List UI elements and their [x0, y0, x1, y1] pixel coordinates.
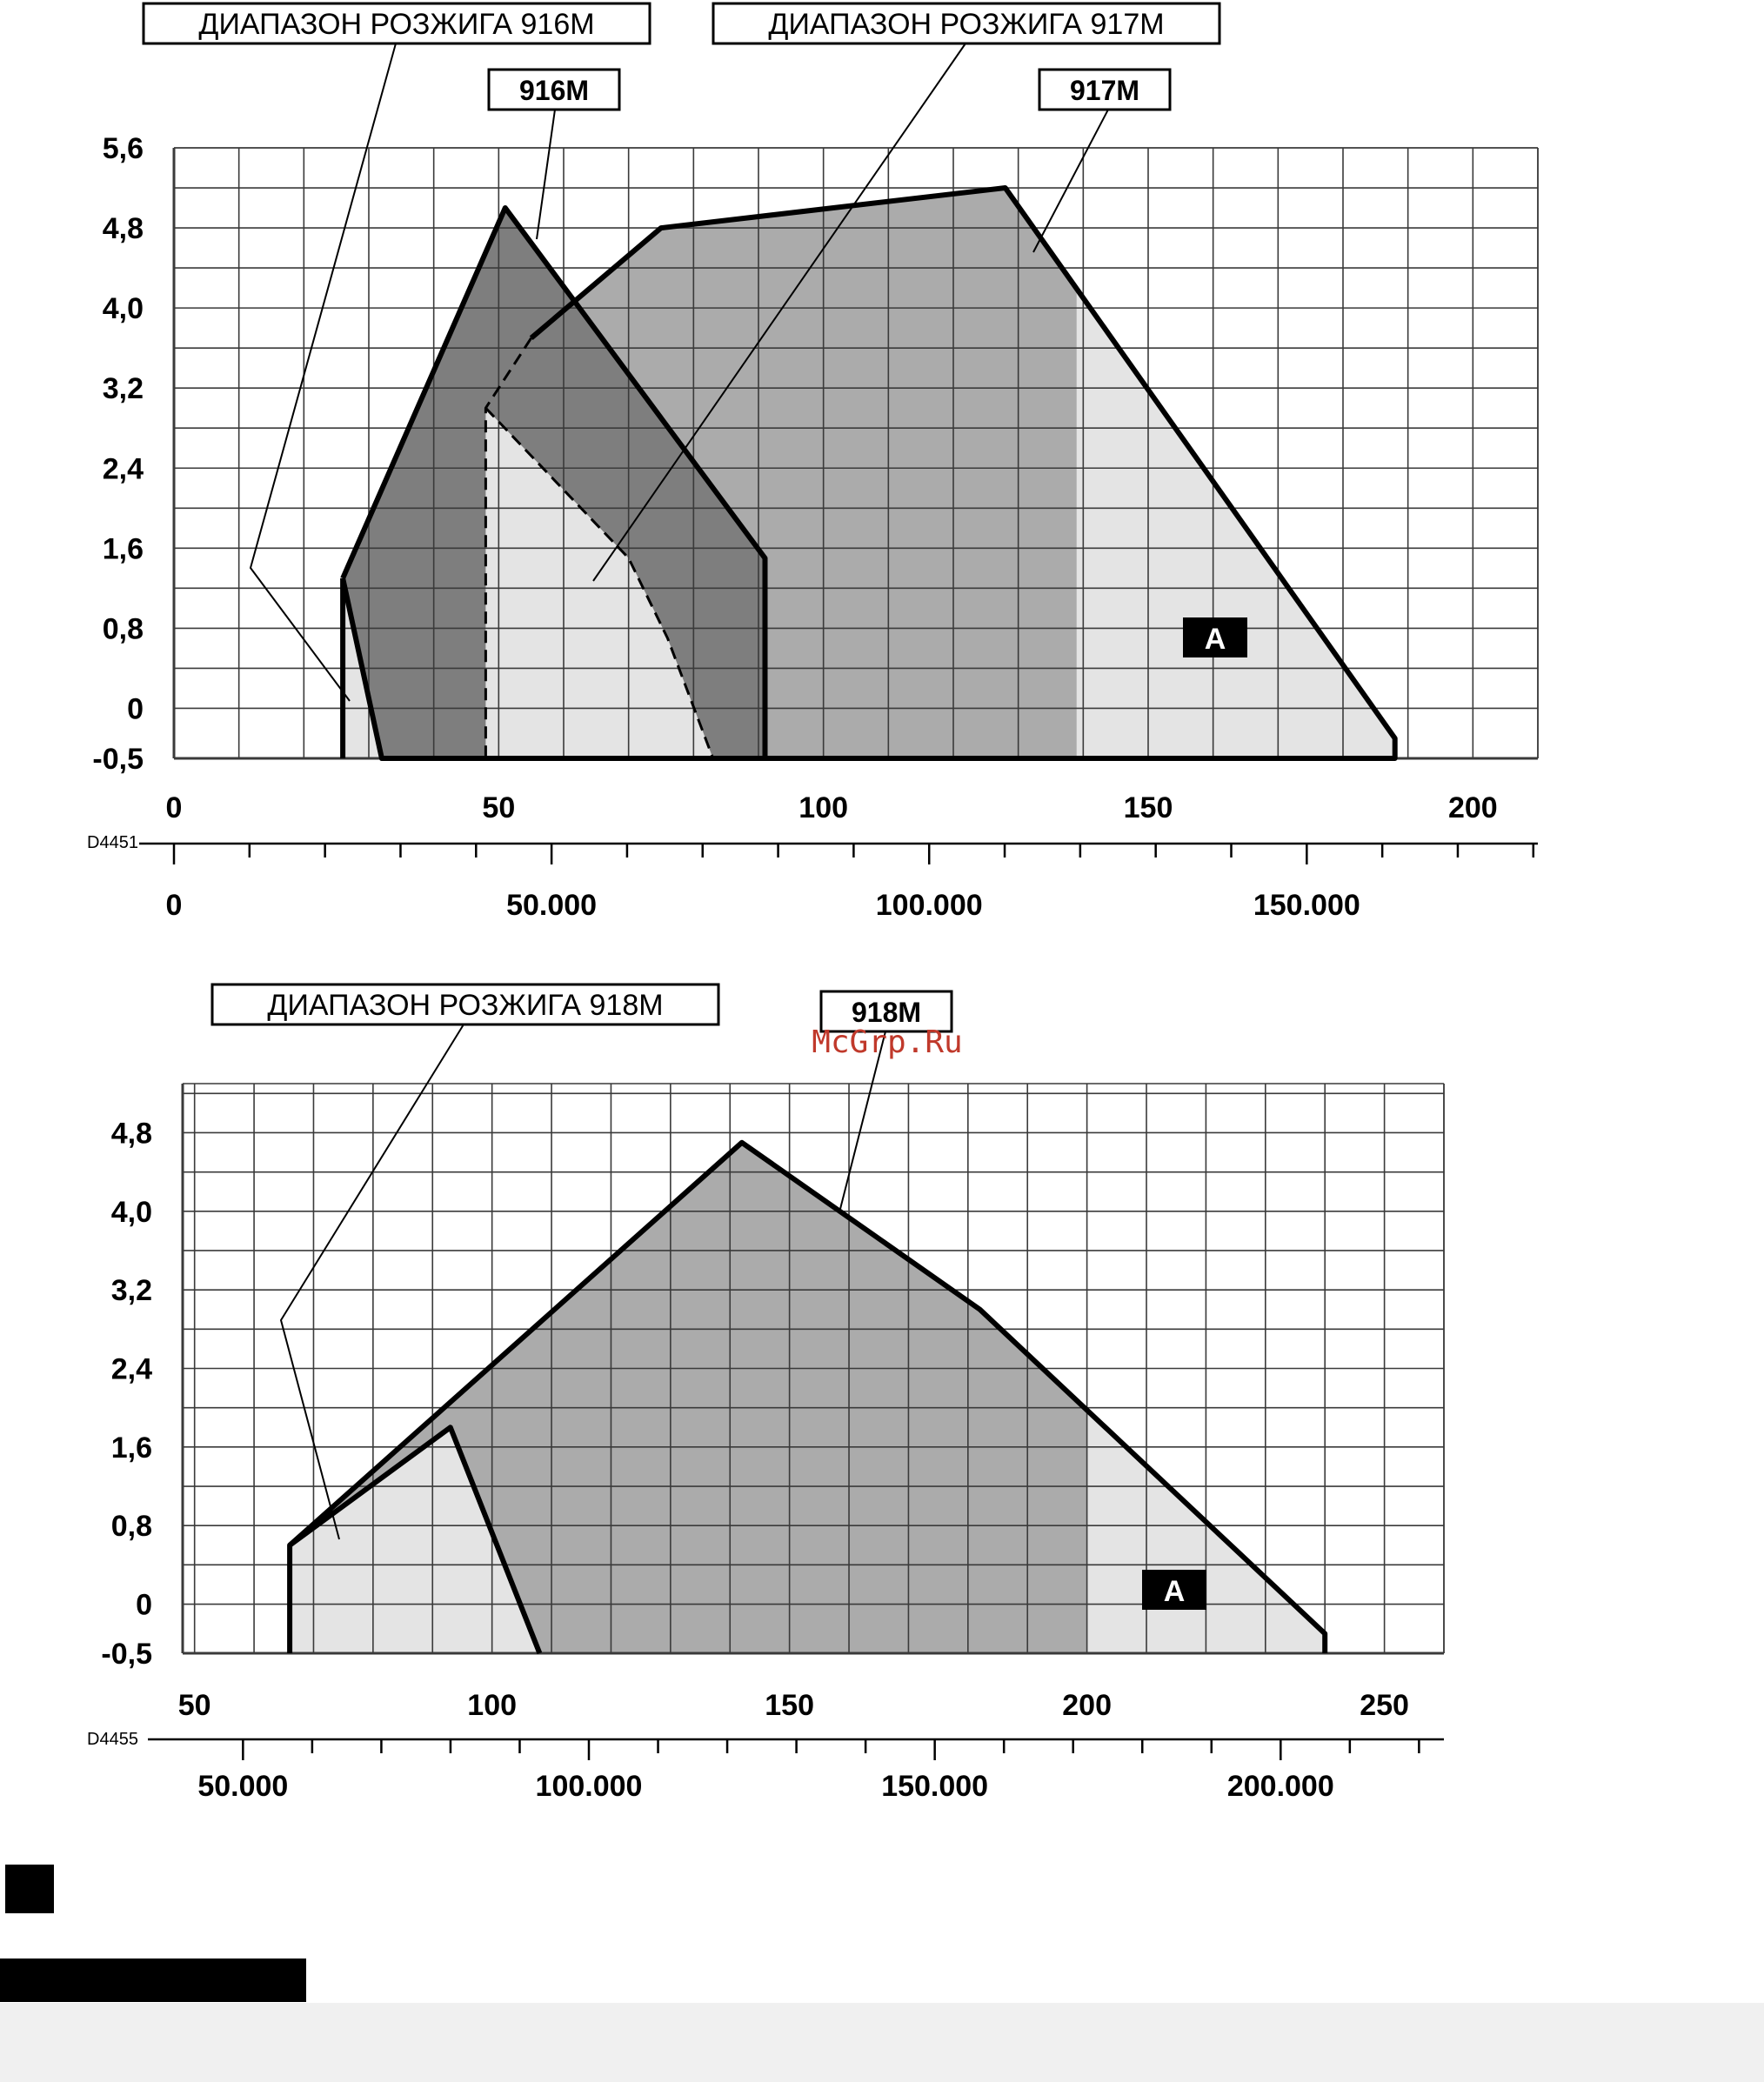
secondary-axis	[148, 1739, 1444, 1760]
y-tick-label: 0	[127, 692, 144, 726]
y-tick-label: 4,0	[102, 292, 144, 326]
secondary-x-tick-label: 200.000	[1226, 1770, 1334, 1803]
ignition-range-label: ДИАПАЗОН РОЗЖИГА 918M	[267, 989, 664, 1022]
chart-code: D4451	[87, 833, 138, 852]
secondary-x-tick-label: 50.000	[197, 1770, 289, 1803]
secondary-x-tick-label: 150.000	[881, 1770, 989, 1803]
y-tick-label: 2,4	[102, 452, 144, 486]
chart-916m-917m	[87, 3, 1538, 922]
zone-a-label: A	[1204, 623, 1226, 656]
series-label: 918M	[851, 997, 922, 1028]
y-tick-label: 4,8	[102, 212, 144, 246]
chart-918m	[87, 984, 1444, 1803]
x-tick-label: 200	[1447, 791, 1498, 824]
x-tick-label: 50	[177, 1689, 211, 1722]
ignition-range-label: ДИАПАЗОН РОЗЖИГА 916M	[198, 8, 595, 41]
y-tick-label: 0,8	[110, 1510, 152, 1544]
y-tick-label: 2,4	[110, 1352, 152, 1386]
series-label: 916M	[518, 75, 590, 106]
zone-a-label: A	[1163, 1575, 1186, 1608]
y-tick-label: -0,5	[92, 743, 144, 776]
x-tick-label: 250	[1360, 1689, 1409, 1722]
y-tick-label: 4,8	[110, 1117, 152, 1151]
y-tick-label: 3,2	[102, 372, 144, 406]
series-leader	[1033, 110, 1108, 252]
x-tick-label: 0	[165, 791, 183, 824]
fills	[343, 188, 1395, 758]
y-tick-label: 4,0	[110, 1195, 152, 1229]
secondary-x-tick-label: 50.000	[506, 889, 598, 922]
series-label: 917M	[1069, 75, 1140, 106]
y-tick-label: 0	[136, 1588, 152, 1622]
ignition-range-label: ДИАПАЗОН РОЗЖИГА 917M	[768, 8, 1165, 41]
secondary-axis	[139, 844, 1538, 864]
secondary-x-tick-label: 100.000	[535, 1770, 643, 1803]
x-tick-label: 100	[467, 1689, 518, 1722]
chart-code: D4455	[87, 1730, 138, 1749]
x-tick-label: 150	[765, 1689, 815, 1722]
x-tick-label: 50	[482, 791, 516, 824]
y-tick-label: 1,6	[110, 1431, 152, 1465]
y-tick-label: 0,8	[102, 612, 144, 646]
y-tick-label: 5,6	[102, 132, 144, 165]
y-tick-label: -0,5	[101, 1638, 152, 1671]
secondary-x-tick-label: 150.000	[1253, 889, 1360, 922]
secondary-x-tick-label: 100.000	[875, 889, 983, 922]
y-tick-label: 3,2	[110, 1274, 152, 1308]
x-tick-label: 150	[1123, 791, 1173, 824]
secondary-x-tick-label: 0	[165, 889, 183, 922]
y-tick-label: 1,6	[102, 532, 144, 566]
x-tick-label: 200	[1062, 1689, 1112, 1722]
x-tick-label: 100	[798, 791, 849, 824]
series-leader	[537, 110, 555, 239]
watermark: McGrp.Ru	[812, 1024, 963, 1060]
